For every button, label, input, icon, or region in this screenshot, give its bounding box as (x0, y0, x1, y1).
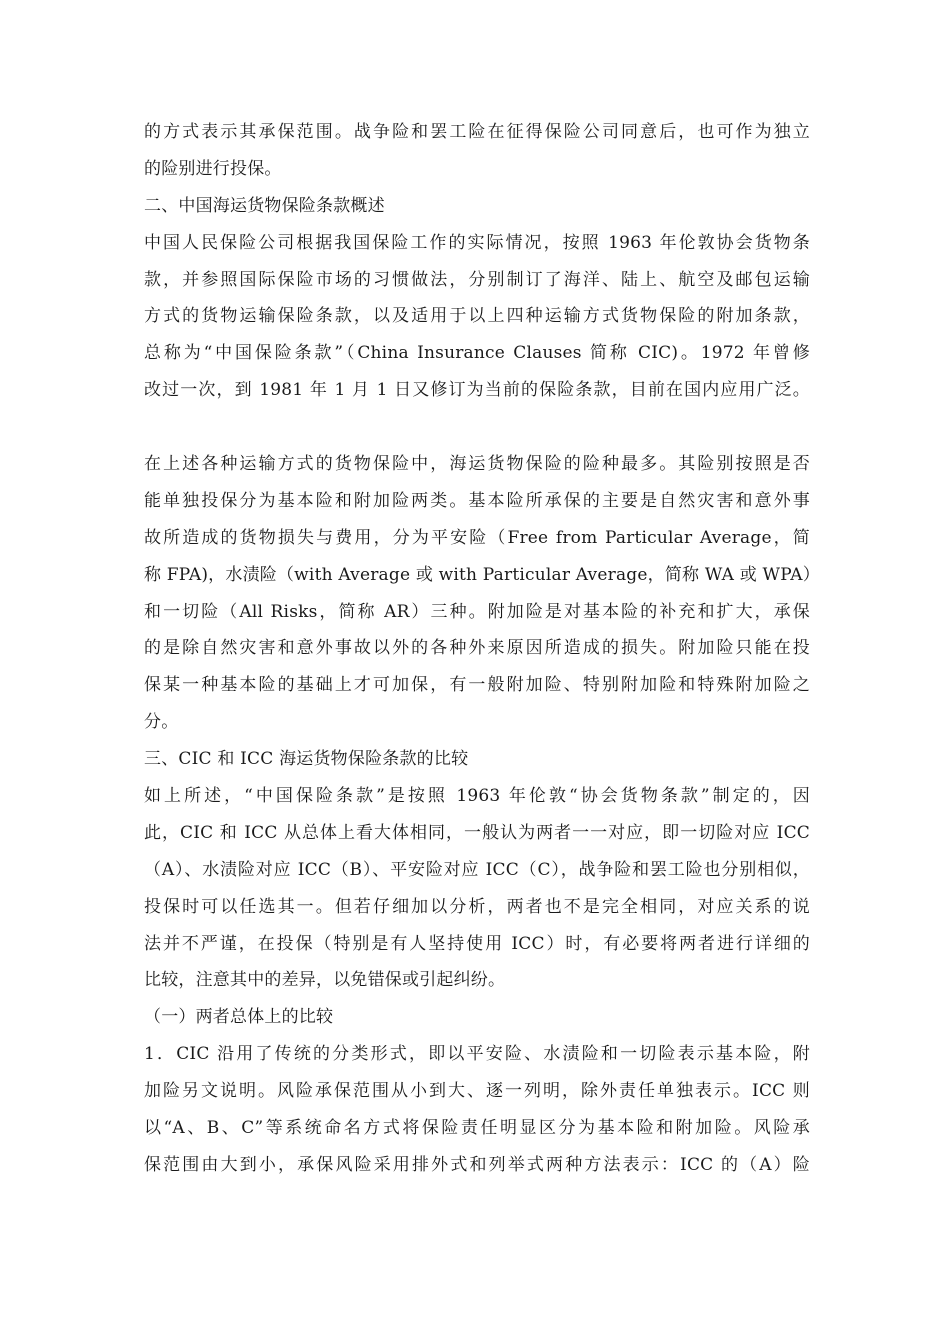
subsection-heading: （一）两者总体上的比较 (144, 1007, 334, 1028)
text-line: 投保时可以任选其一。但若仔细加以分析，两者也不是完全相同，对应关系的说 (144, 896, 810, 917)
text-line: 的方式表示其承保范围。战争险和罢工险在征得保险公司同意后，也可作为独立 (144, 122, 810, 142)
text-line: 款，并参照国际保险市场的习惯做法，分别制订了海洋、陆上、航空及邮包运输 (144, 269, 810, 290)
text-line: 法并不严谨，在投保（特别是有人坚持使用 ICC）时，有必要将两者进行详细的 (144, 933, 810, 954)
text-line: 的是除自然灾害和意外事故以外的各种外来原因所造成的损失。附加险只能在投 (144, 638, 810, 659)
text-line: （A）、水渍险对应 ICC（B）、平安险对应 ICC（C），战争险和罢工险也分别相似， (144, 859, 810, 880)
text-line: 改过一次，到 1981 年 1 月 1 日又修订为当前的保险条款，目前在国内应用广泛。 (144, 380, 810, 401)
text-line: 1．CIC 沿用了传统的分类形式，即以平安险、水渍险和一切险表示基本险，附 (144, 1044, 810, 1065)
text-line: 此，CIC 和 ICC 从总体上看大体相同，一般认为两者一一对应，即一切险对应 ICC (144, 822, 810, 843)
text-line: 总称为“中国保险条款”（China Insurance Clauses 简称 CIC)。1972 年曾修 (144, 343, 810, 364)
section-heading: 二、中国海运货物保险条款概述 (144, 195, 385, 216)
text-line: 保某一种基本险的基础上才可加保，有一般附加险、特别附加险和特殊附加险之 (144, 675, 810, 696)
text-line: 加险另文说明。风险承保范围从小到大、逐一列明，除外责任单独表示。ICC 则 (144, 1081, 810, 1102)
document-body (144, 114, 820, 1184)
text-line: 称 FPA)，水渍险（with Average 或 with Particular Average，简称 WA 或 WPA） (144, 564, 820, 585)
text-line: 以“A、B、C”等系统命名方式将保险责任明显区分为基本险和附加险。风险承 (144, 1118, 810, 1139)
text-line: 能单独投保分为基本险和附加险两类。基本险所承保的主要是自然灾害和意外事 (144, 490, 810, 511)
text-line: 的险别进行投保。 (144, 158, 282, 179)
section-heading: 三、CIC 和 ICC 海运货物保险条款的比较 (144, 749, 469, 770)
text-line: 保范围由大到小，承保风险采用排外式和列举式两种方法表示：ICC 的（A）险 (144, 1154, 810, 1175)
paragraph-gap (144, 409, 810, 446)
text-line: 在上述各种运输方式的货物保险中，海运货物保险的险种最多。其险别按照是否 (144, 454, 810, 475)
text-line: 故所造成的货物损失与费用，分为平安险（Free from Particular Average，简 (144, 527, 810, 548)
text-line: 比较，注意其中的差异，以免错保或引起纠纷。 (144, 970, 506, 991)
text-line: 分。 (144, 712, 179, 733)
text-line: 如上所述，“中国保险条款”是按照 1963 年伦敦“协会货物条款”制定的，因 (144, 786, 810, 807)
text-line: 方式的货物运输保险条款，以及适用于以上四种运输方式货物保险的附加条款， (144, 306, 810, 327)
text-line: 和一切险（All Risks，简称 AR）三种。附加险是对基本险的补充和扩大，承保 (144, 601, 810, 622)
text-line: 中国人民保险公司根据我国保险工作的实际情况，按照 1963 年伦敦协会货物条 (144, 232, 810, 253)
